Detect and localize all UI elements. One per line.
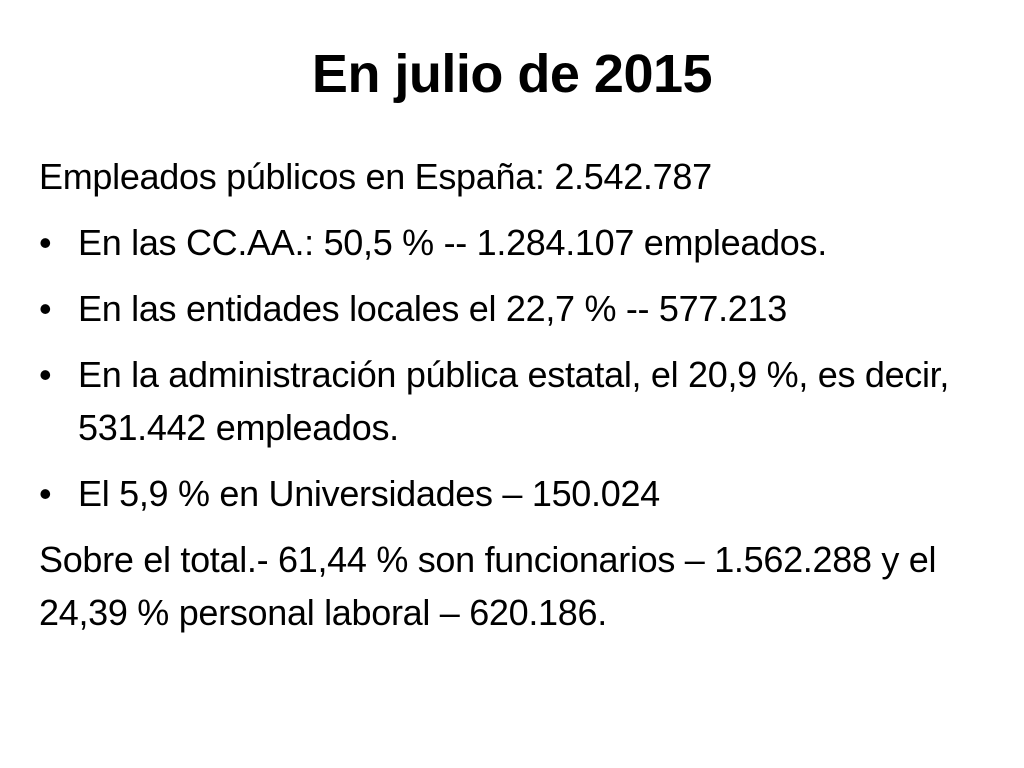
bullet-icon: • bbox=[39, 473, 52, 514]
slide-body bbox=[39, 150, 989, 639]
bullet-text: El 5,9 % en Universidades – 150.024 bbox=[78, 473, 660, 514]
bullet-item-universidades bbox=[39, 467, 989, 520]
bullet-text: En las CC.AA.: 50,5 % -- 1.284.107 empleados. bbox=[78, 222, 827, 263]
bullet-item-entidades-locales bbox=[39, 282, 989, 335]
bullet-list bbox=[39, 216, 989, 520]
bullet-text: En la administración pública estatal, el 20,9 %, es decir, 531.442 empleados. bbox=[78, 354, 950, 448]
bullet-text: En las entidades locales el 22,7 % -- 577.213 bbox=[78, 288, 787, 329]
intro-paragraph: Empleados públicos en España: 2.542.787 bbox=[39, 156, 712, 197]
bullet-icon: • bbox=[39, 222, 52, 263]
bullet-icon: • bbox=[39, 354, 52, 395]
closing-paragraph: Sobre el total.- 61,44 % son funcionarios – 1.562.288 y el 24,39 % personal laboral – 620.186. bbox=[39, 539, 937, 633]
bullet-icon: • bbox=[39, 288, 52, 329]
bullet-item-administracion-estatal bbox=[39, 348, 989, 454]
bullet-item-ccaa bbox=[39, 216, 989, 269]
slide-title: En julio de 2015 bbox=[311, 44, 713, 104]
